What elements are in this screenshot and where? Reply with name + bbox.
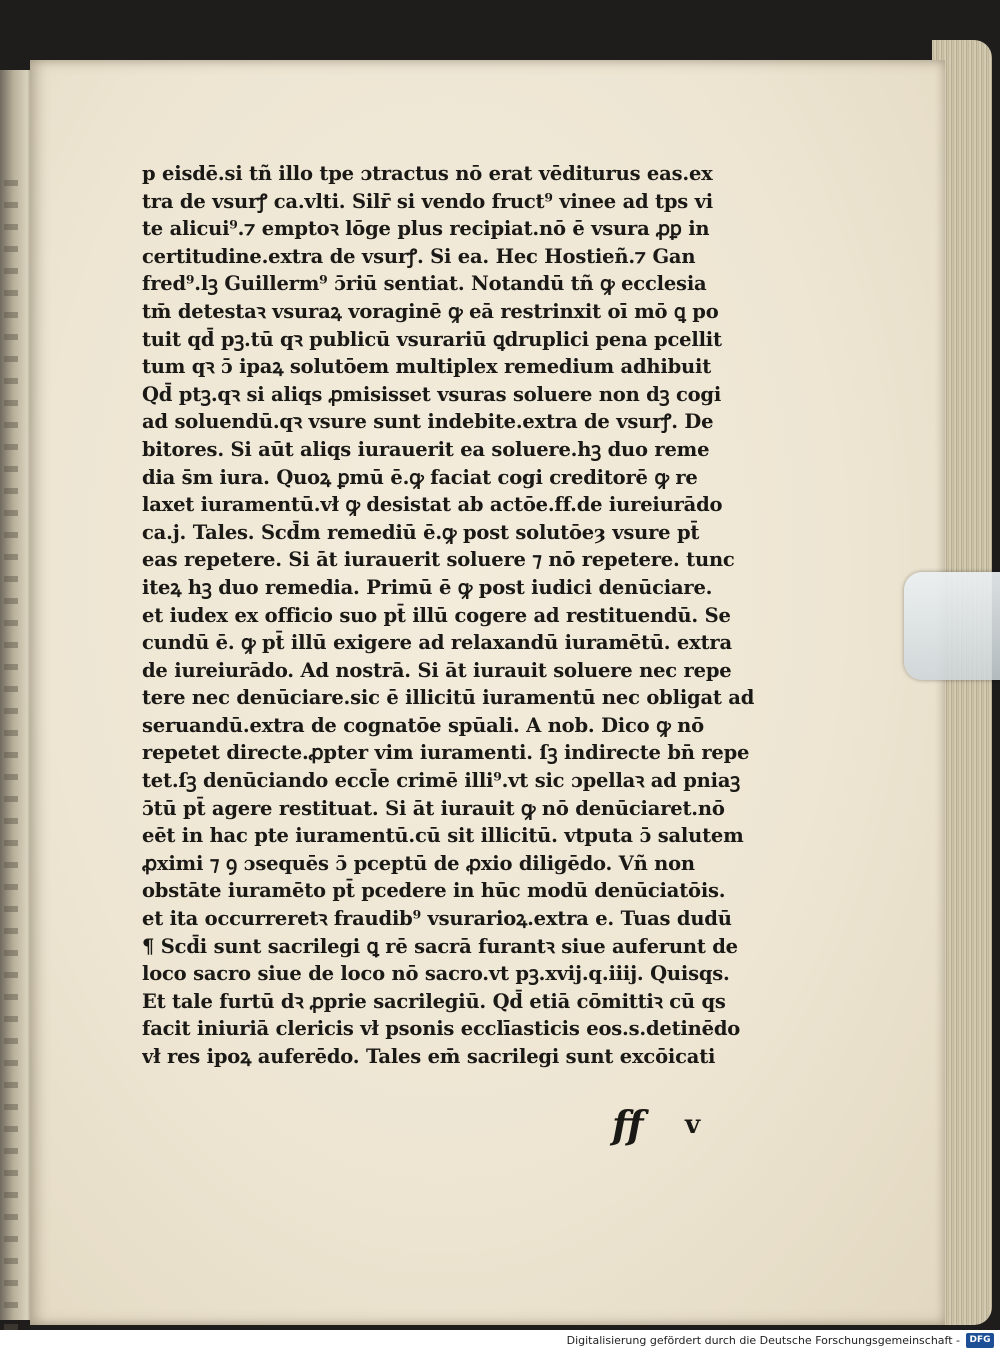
text-line: ¶ Scd̄i sunt sacrilegi ꝗ rē sacrā furantꝛ siue auferunt de xyxy=(142,934,738,958)
folio-mark: v xyxy=(685,1110,701,1140)
text-line: vł res ipoꝝ auferēdo. Tales em̄ sacrilegi sunt excōicati xyxy=(142,1045,716,1068)
text-line: et iudex ex officio suo pt̄ illū cogere ad restituendū. Se xyxy=(142,603,731,627)
text-line: seruandū.extra de cognatōe spūali. A nob. Dico ꝙ nō xyxy=(142,713,704,737)
text-line: eēt in hac pte iuramentū.cū sit illicitū. vtputa ɔ̄ salutem xyxy=(142,824,744,848)
footer-bar xyxy=(0,1330,1000,1353)
text-line: repetet directe.ꝓpter vim iuramenti. ſꝫ indirecte bn̄ repe xyxy=(142,741,750,765)
text-line: et ita occurreretꝛ fraudib⁹ vsurarioꝝ.extra e. Tuas dudū xyxy=(142,907,732,931)
text-line: dia s̄m iura. Quoꝝ ꝑmū ē.ꝙ faciat cogi creditorē ꝙ re xyxy=(142,465,698,489)
text-line: obstāte iuramēto pt̄ pcedere in hūc modū denūciatōis. xyxy=(142,879,726,903)
text-line: Qd̄ ptꝫ.qꝛ si aliqs ꝓmisisset vsuras soluere non dꝫ cogi xyxy=(142,382,722,406)
text-line: bitores. Si aūt aliqs iurauerit ea soluere.hꝫ duo reme xyxy=(142,437,710,461)
text-line: de iureiurādo. Ad nostrā. Si āt iurauit soluere nec repe xyxy=(142,658,732,682)
text-line: loco sacro siue de loco nō sacro.vt pꝫ.xvij.q.iiij. Quisqs. xyxy=(142,962,730,986)
text-line: tm̄ detestaꝛ vsuraꝝ voraginē ꝙ eā restrinxit oī mō ꝗ po xyxy=(142,299,719,323)
text-line: te alicui⁹.⁊ emptoꝛ lōge plus recipiat.nō ē vsura ꝓꝑ in xyxy=(142,217,710,241)
text-line: ad soluendū.qꝛ vsure sunt indebite.extra de vsurꝭ. De xyxy=(142,410,714,434)
text-line: tra de vsurꝭ ca.vlti. Silr̄ si vendo fruct⁹ vinee ad tps vi xyxy=(142,189,714,213)
text-line: Et tale furtū dꝛ ꝓprie sacrilegiū. Qd̄ etiā cōmittiꝛ cū qs xyxy=(142,989,726,1013)
text-line: fred⁹.lꝫ Guillerm⁹ ɔ̄riū sentiat. Notandū tñ ꝙ ecclesia xyxy=(142,272,707,296)
text-line: p eisdē.si tñ illo tpe ɔtractus nō erat vēditurus eas.ex xyxy=(142,162,713,185)
text-line: tuit qd̄ pꝫ.tū qꝛ publicū vsurariū ꝗdruplici pena pcellit xyxy=(142,327,722,351)
text-line: tet.ſꝫ denūciando eccl̄e crimē illi⁹.vt sic ɔpellaꝛ ad pniaꝫ xyxy=(142,769,741,793)
text-line: tum qꝛ ɔ̄ ipaꝝ solutōem multiplex remedium adhibuit xyxy=(142,355,712,379)
text-line: iteꝝ hꝫ duo remedia. Primū ē ꝙ post iudici denūciare. xyxy=(142,575,713,599)
text-line: ꝓximi ⁊ ꝯ ɔsequēs ɔ̄ pceptū de ꝓxio diligēdo. Vñ non xyxy=(142,851,695,875)
text-line: certitudine.extra de vsurꝭ. Si ea. Hec Hostieñ.⁊ Gan xyxy=(142,244,696,268)
printed-text-block xyxy=(142,160,762,1071)
text-line: ca.j. Tales. Scd̄m remediū ē.ꝙ post solutōeȝ vsure pt̄ xyxy=(142,520,700,544)
text-line: eas repetere. Si āt iurauerit soluere ⁊ nō repetere. tunc xyxy=(142,548,735,572)
page-clip xyxy=(904,572,1000,680)
facing-page-text-bleed xyxy=(4,180,18,1330)
dfg-logo: DFG xyxy=(966,1333,994,1348)
signature-mark: ff xyxy=(612,1102,644,1147)
facing-page-edge xyxy=(0,70,34,1320)
funding-credit: Digitalisierung gefördert durch die Deutsche Forschungsgemeinschaft - xyxy=(566,1334,960,1347)
text-line: laxet iuramentū.vł ꝙ desistat ab actōe.ff.de iureiurādo xyxy=(142,493,723,517)
text-line: cundū ē. ꝙ pt̄ illū exigere ad relaxandū iuramētū. extra xyxy=(142,631,732,655)
text-line: facit iniuriā clericis vł psonis ecclīasticis eos.s.detinēdo xyxy=(142,1017,741,1041)
text-line: tere nec denūciare.sic ē illicitū iuramentū nec obligat ad xyxy=(142,686,755,710)
text-line: ɔ̄tū pt̄ agere restituat. Si āt iurauit ꝙ nō denūciaret.nō xyxy=(142,796,725,820)
